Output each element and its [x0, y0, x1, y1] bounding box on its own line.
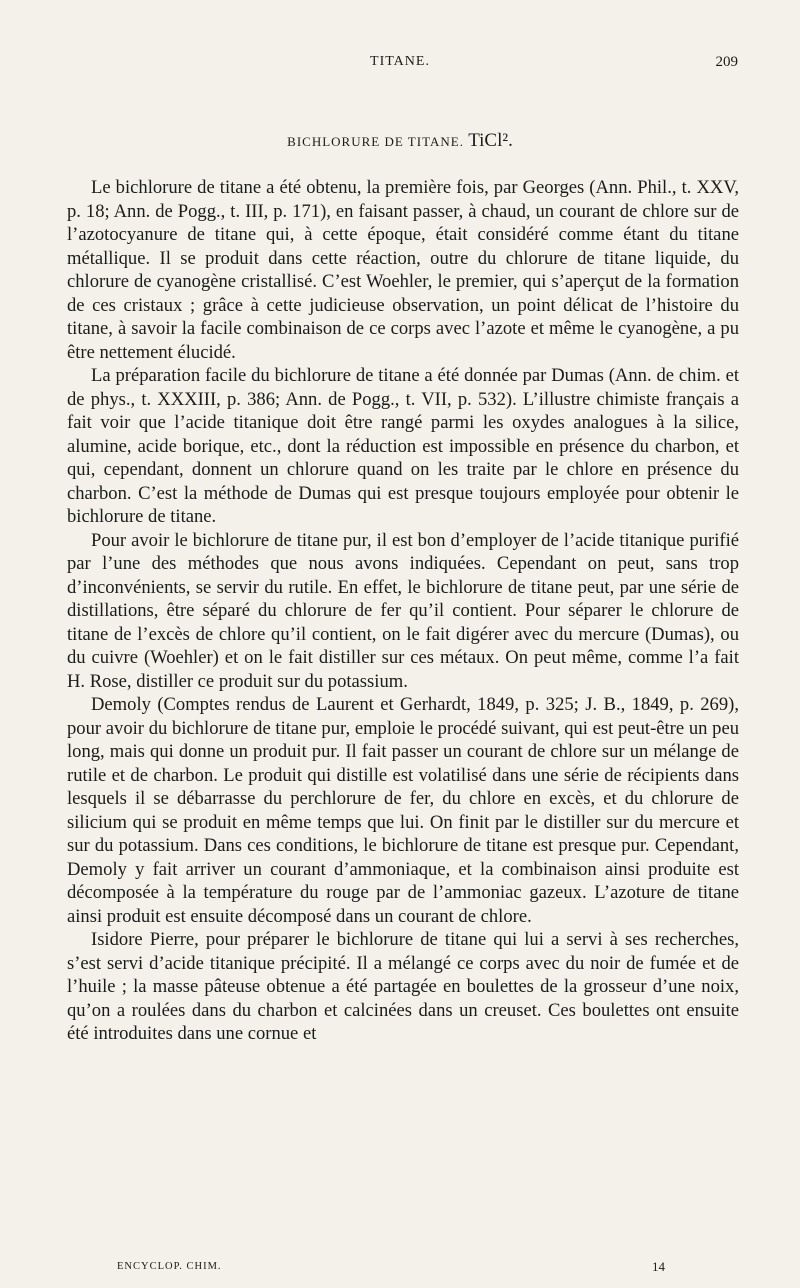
chemical-formula: TiCl². — [468, 130, 513, 151]
paragraph: Le bichlorure de titane a été obtenu, la première fois, par Georges (Ann. Phil., t. XXV, p. 18; Ann. de Pogg., t. III, p. 171), en faisant passer, à chaud, un courant de chlore sur de l’azotocyanure de titane qui, à cette époque, était considéré comme étant du titane métallique. Il se produit dans cette réaction, outre du chlorure de titane liquide, du chlorure de cyanogène cristallisé. C’est Woehler, le premier, qui s’aperçut de la formation de ces cristaux ; grâce à cette judicieuse observation, un point délicat de l’histoire du titane, à savoir la facile combinaison de ce corps avec l’azote et même le cyanogène, a pu être nettement élucidé. — [67, 177, 739, 363]
paragraph: Pour avoir le bichlorure de titane pur, il est bon d’employer de l’acide titanique purifié par l’une des méthodes que nous avons indiquées. Cependant on peut, sans trop d’inconvénients, se servir du rutile. En effet, le bichlorure de titane peut, par une série de distillations, être séparé du chlorure de fer qu’il contient. Pour séparer le chlorure de titane de l’excès de chlore qu’il contient, on le fait digérer avec du mercure (Dumas), ou du cuivre (Woehler) et on le fait distiller sur ces métaux. On peut même, comme l’a fait H. Rose, distiller ce produit sur du potassium. — [67, 529, 739, 692]
section-heading — [0, 130, 800, 152]
paragraph: La préparation facile du bichlorure de titane a été donnée par Dumas (Ann. de chim. et de phys., t. XXXIII, p. 386; Ann. de Pogg., t. VII, p. 532). L’illustre chimiste français a fait voir que l’acide titanique doit être rangé parmi les oxydes analogues à la silice, alumine, acide borique, etc., dont la réduction est impossible en présence du charbon, et qui, cependant, donnent un chlorure quand on les traite par le chlore en présence du charbon. C’est la méthode de Dumas qui est presque toujours employée pour obtenir le bichlorure de titane. — [67, 365, 739, 527]
page-footer — [0, 1261, 800, 1279]
signature-number: 14 — [652, 1259, 665, 1274]
running-title: TITANE. — [370, 54, 430, 69]
body-text — [67, 176, 739, 1046]
page-number: 209 — [715, 54, 738, 70]
paragraph: Demoly (Comptes rendus de Laurent et Gerhardt, 1849, p. 325; J. B., 1849, p. 269), pour avoir du bichlorure de titane pur, emploie le procédé suivant, qui est peut-être un peu long, mais qui donne un produit pur. Il fait passer un courant de chlore sur un mélange de rutile et de charbon. Le produit qui distille est volatilisé dans une série de récipients dans lesquels il se débarrasse du perchlorure de fer, du chlore en excès, et du chlorure de silicium qui se produit en même temps que lui. On finit par le distiller sur du mercure et sur du potassium. Dans ces conditions, le bichlorure de titane est presque pur. Cependant, Demoly y fait arriver un courant d’ammoniaque, et la combinaison ainsi produite est décomposée à la température du rouge par de l’ammoniac gazeux. L’azoture de titane ainsi produit est ensuite décomposé dans un courant de chlore. — [67, 694, 739, 927]
section-heading-text: BICHLORURE DE TITANE. — [287, 134, 464, 149]
signature-label: ENCYCLOP. CHIM. — [117, 1261, 222, 1272]
running-head — [0, 54, 800, 76]
paragraph: Isidore Pierre, pour préparer le bichlorure de titane qui lui a servi à ses recherches, s’est servi d’acide titanique précipité. Il a mélangé ce corps avec du noir de fumée et de l’huile ; la masse pâteuse obtenue a été partagée en boulettes de la grosseur d’une noix, qu’on a roulées dans du charbon et calcinées dans un creuset. Ces boulettes ont ensuite été introduites dans une cornue et — [67, 929, 739, 1044]
